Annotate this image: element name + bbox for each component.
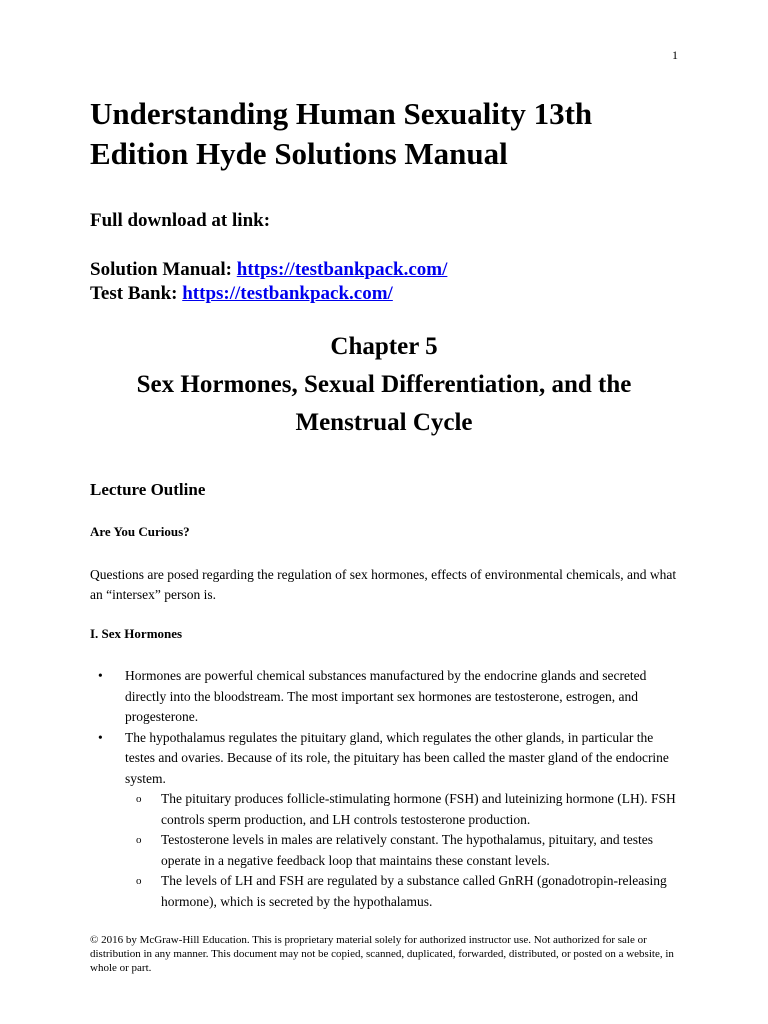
solution-manual-label: Solution Manual: bbox=[90, 259, 233, 280]
document-title: Understanding Human Sexuality 13th Edition Hyde Solutions Manual bbox=[90, 96, 593, 171]
chapter-title-line2: Menstrual Cycle bbox=[295, 409, 473, 436]
solution-manual-link[interactable]: https://testbankpack.com/ bbox=[236, 259, 448, 280]
sub-list-item bbox=[90, 789, 680, 830]
download-label: Full download at link: bbox=[90, 210, 271, 231]
download-links bbox=[90, 258, 447, 306]
list-item-text: Hormones are powerful chemical substances manufactured by the endocrine glands and secreted directly into the bloodstream. The most important sex hormones are testosterone, estrogen, and progesterone. bbox=[125, 668, 647, 724]
intro-paragraph: Questions are posed regarding the regulation of sex hormones, effects of environmental chemicals, and what an “intersex” person is. bbox=[90, 567, 677, 602]
sub-list-item-text: The pituitary produces follicle-stimulating hormone (FSH) and luteinizing hormone (LH). FSH controls sperm production, and LH controls testosterone production. bbox=[161, 791, 676, 827]
list-item bbox=[90, 666, 680, 728]
test-bank-label: Test Bank: bbox=[90, 283, 178, 304]
sub-list-item bbox=[90, 830, 680, 871]
chapter-title-line1: Sex Hormones, Sexual Differentiation, and the bbox=[136, 371, 632, 398]
lecture-outline-heading: Lecture Outline bbox=[90, 480, 206, 499]
sub-list-item bbox=[90, 871, 680, 912]
list-item-text: The hypothalamus regulates the pituitary gland, which regulates the other glands, in particular the testes and ovaries. Because of its role, the pituitary has been called the master gland of the endocrine system. bbox=[125, 729, 669, 786]
list-item bbox=[90, 728, 680, 790]
sub-list-item-text: The levels of LH and FSH are regulated by a substance called GnRH (gonadotropin-releasing hormone), which is secreted by the hypothalamus. bbox=[161, 873, 667, 909]
sub-bullet-marker: o bbox=[136, 875, 142, 887]
page-number: 1 bbox=[672, 48, 678, 62]
curious-heading: Are You Curious? bbox=[90, 524, 190, 539]
copyright-footer: © 2016 by McGraw-Hill Education. This is proprietary material solely for authorized instructor use. Not authorized for sale or distribution in any manner. This document may not be copied, scanned, duplicated, forwarded, distributed, or posted on a website, in whole or part. bbox=[90, 934, 674, 975]
test-bank-line bbox=[90, 282, 447, 306]
bullet-marker: • bbox=[98, 729, 103, 745]
chapter-number: Chapter 5 bbox=[330, 333, 438, 360]
sub-bullet-marker: o bbox=[136, 834, 142, 846]
sub-bullet-marker: o bbox=[136, 793, 142, 805]
sub-list-item-text: Testosterone levels in males are relatively constant. The hypothalamus, pituitary, and testes operate in a negative feedback loop that maintains these constant levels. bbox=[161, 832, 654, 868]
test-bank-link[interactable]: https://testbankpack.com/ bbox=[182, 283, 393, 304]
chapter-heading bbox=[90, 328, 678, 442]
bullet-marker: • bbox=[98, 668, 103, 683]
section-heading-sex-hormones: I. Sex Hormones bbox=[90, 626, 183, 641]
solution-manual-line bbox=[90, 258, 447, 282]
bullet-list bbox=[90, 666, 680, 912]
